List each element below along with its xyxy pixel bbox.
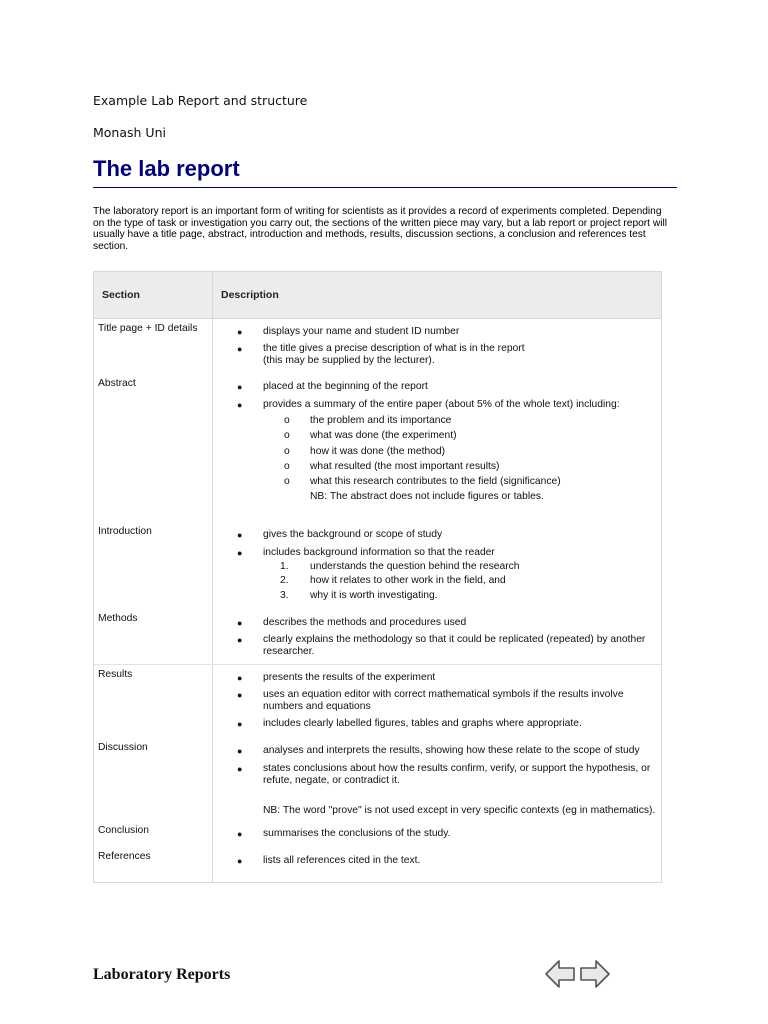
circle-bullet-icon: o bbox=[284, 476, 290, 487]
bullet-text: provides a summary of the entire paper (about 5% of the whole text) including: bbox=[263, 399, 620, 410]
list-item bbox=[237, 689, 657, 713]
report-table bbox=[93, 271, 662, 883]
bullet-text: displays your name and student ID number bbox=[263, 326, 460, 337]
bullet-text: gives the background or scope of study bbox=[263, 529, 443, 540]
list-item bbox=[237, 718, 657, 730]
footer-title: Laboratory Reports bbox=[93, 966, 231, 983]
bullet-icon: ● bbox=[237, 382, 243, 392]
sub-list-item bbox=[284, 476, 561, 488]
bullet-icon: ● bbox=[237, 673, 243, 683]
section-methods: Methods bbox=[98, 613, 138, 624]
bullet-text: includes clearly labelled figures, tables and graphs where appropriate. bbox=[263, 718, 582, 729]
row-divider bbox=[94, 664, 661, 665]
item-number: 2. bbox=[280, 575, 289, 586]
numbered-item bbox=[280, 561, 520, 573]
list-item bbox=[237, 529, 657, 541]
sub-list-item bbox=[284, 446, 445, 458]
sub-item-text: what was done (the experiment) bbox=[310, 430, 457, 441]
bullet-icon: ● bbox=[237, 327, 243, 337]
intro-paragraph: The laboratory report is an important form of writing for scientists as it provides a record of experiments completed. Depending on the type of task or investigation you carry out, the sections of the written piece may vary, but a lab report or project report will usually have a title page, abstract, introduction and methods, results, discussion sections, a conclusion and references test section. bbox=[93, 206, 667, 253]
bullet-icon: ● bbox=[237, 746, 243, 756]
item-number: 1. bbox=[280, 561, 289, 572]
sub-item-text: understands the question behind the research bbox=[310, 561, 520, 572]
pre-title: Example Lab Report and structure bbox=[93, 93, 308, 108]
sub-list-item bbox=[284, 430, 457, 442]
bullet-text: clearly explains the methodology so that it could be replicated (repeated) by another researcher. bbox=[263, 634, 646, 657]
bullet-icon: ● bbox=[237, 690, 243, 700]
subtitle: Monash Uni bbox=[93, 125, 166, 140]
list-item bbox=[237, 828, 657, 840]
abstract-note: NB: The abstract does not include figures or tables. bbox=[310, 491, 544, 502]
sub-list-item bbox=[284, 415, 451, 427]
sub-item-text: how it relates to other work in the field, and bbox=[310, 575, 506, 586]
item-number: 3. bbox=[280, 590, 289, 601]
list-item bbox=[237, 399, 657, 411]
section-conclusion: Conclusion bbox=[98, 825, 149, 836]
bullet-text: presents the results of the experiment bbox=[263, 672, 436, 683]
page-title: The lab report bbox=[93, 156, 240, 181]
bullet-icon: ● bbox=[237, 548, 243, 558]
section-title-page: Title page + ID details bbox=[98, 323, 198, 334]
sub-item-text: what resulted (the most important results) bbox=[310, 461, 500, 472]
bullet-text: the title gives a precise description of what is in the report bbox=[263, 343, 525, 354]
bullet-icon: ● bbox=[237, 400, 243, 410]
list-item bbox=[237, 343, 657, 367]
bullet-icon: ● bbox=[237, 344, 243, 354]
bullet-text: placed at the beginning of the report bbox=[263, 381, 428, 392]
bullet-text-continued: (this may be supplied by the lecturer). bbox=[263, 355, 435, 366]
section-references: References bbox=[98, 851, 151, 862]
bullet-icon: ● bbox=[237, 530, 243, 540]
bullet-text: lists all references cited in the text. bbox=[263, 855, 421, 866]
list-item bbox=[237, 547, 657, 559]
circle-bullet-icon: o bbox=[284, 446, 290, 457]
header-description: Description bbox=[221, 289, 279, 301]
bullet-text: analyses and interprets the results, showing how these relate to the scope of study bbox=[263, 745, 640, 756]
list-item bbox=[237, 672, 657, 684]
bullet-text: uses an equation editor with correct mathematical symbols if the results involve numbers and equations bbox=[263, 689, 624, 712]
bullet-icon: ● bbox=[237, 829, 243, 839]
circle-bullet-icon: o bbox=[284, 461, 290, 472]
section-abstract: Abstract bbox=[98, 378, 136, 389]
list-item bbox=[237, 381, 657, 393]
sub-item-text: what this research contributes to the field (significance) bbox=[310, 476, 561, 487]
header-section: Section bbox=[102, 289, 140, 301]
column-divider bbox=[212, 272, 213, 882]
arrow-right-icon[interactable] bbox=[579, 957, 611, 991]
bullet-text: describes the methods and procedures used bbox=[263, 617, 467, 628]
sub-item-text: why it is worth investigating. bbox=[310, 590, 438, 601]
bullet-text: includes background information so that the reader bbox=[263, 547, 495, 558]
circle-bullet-icon: o bbox=[284, 415, 290, 426]
list-item bbox=[237, 634, 657, 658]
section-results: Results bbox=[98, 669, 133, 680]
bullet-icon: ● bbox=[237, 635, 243, 645]
list-item bbox=[237, 745, 657, 757]
section-introduction: Introduction bbox=[98, 526, 152, 537]
circle-bullet-icon: o bbox=[284, 430, 290, 441]
bullet-icon: ● bbox=[237, 764, 243, 774]
bullet-text: states conclusions about how the results confirm, verify, or support the hypothesis, or refute, negate, or contradict it. bbox=[263, 763, 651, 786]
bullet-text: summarises the conclusions of the study. bbox=[263, 828, 451, 839]
arrow-left-icon[interactable] bbox=[544, 957, 576, 991]
sub-item-text: how it was done (the method) bbox=[310, 446, 446, 457]
table-header bbox=[94, 272, 661, 319]
list-item bbox=[237, 326, 657, 338]
sub-item-text: the problem and its importance bbox=[310, 415, 452, 426]
list-item bbox=[237, 855, 657, 867]
bullet-icon: ● bbox=[237, 618, 243, 628]
sub-list-item bbox=[284, 461, 499, 473]
heading-rule bbox=[93, 187, 677, 188]
numbered-item bbox=[280, 575, 506, 587]
list-item bbox=[237, 763, 657, 787]
discussion-note: NB: The word "prove" is not used except in very specific contexts (eg in mathematics). bbox=[263, 805, 656, 816]
bullet-icon: ● bbox=[237, 719, 243, 729]
bullet-icon: ● bbox=[237, 856, 243, 866]
numbered-item bbox=[280, 590, 438, 602]
list-item bbox=[237, 617, 657, 629]
section-discussion: Discussion bbox=[98, 742, 148, 753]
